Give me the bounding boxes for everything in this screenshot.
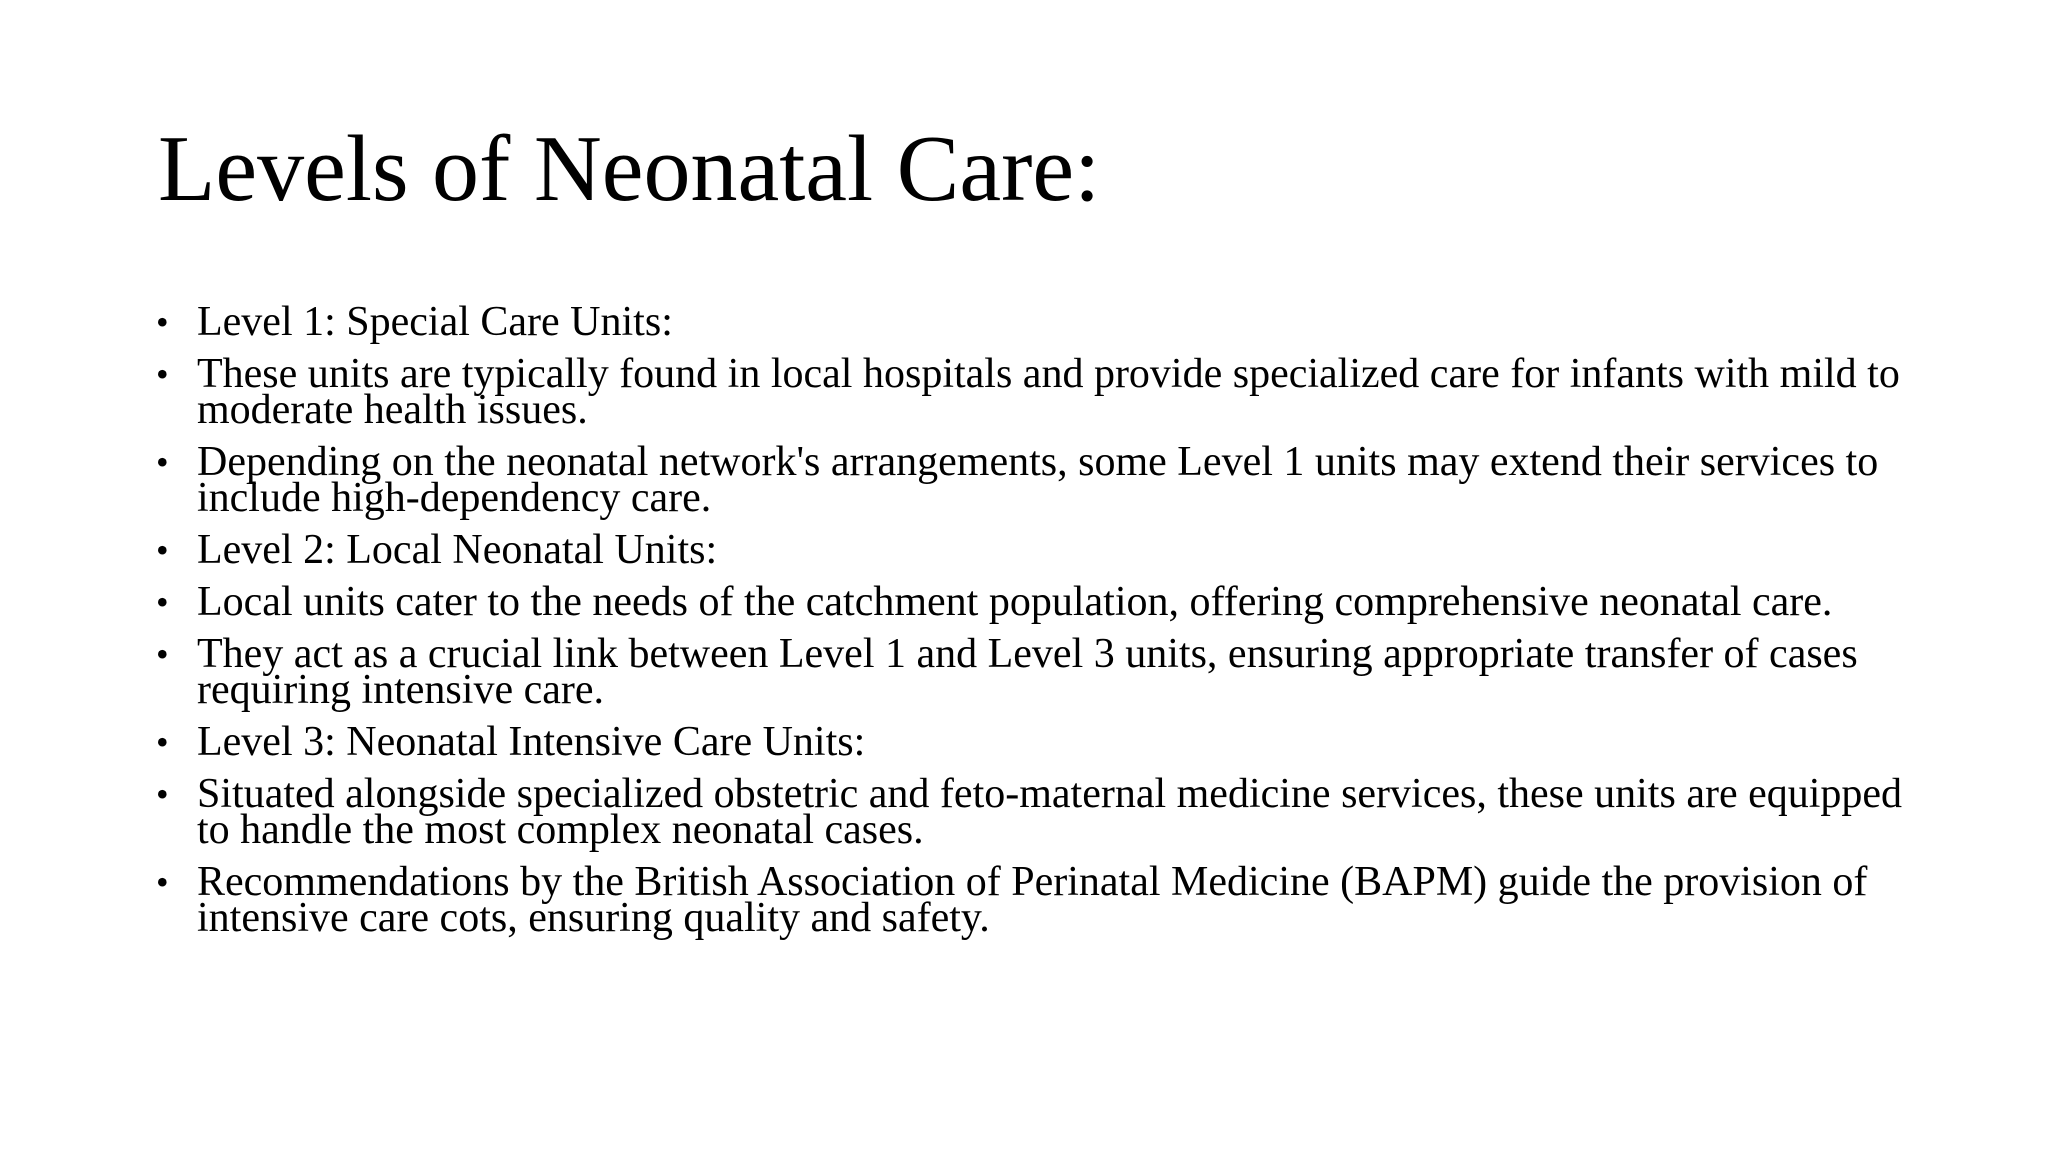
bullet-dot-icon: • xyxy=(156,774,169,814)
bullet-text: These units are typically found in local hospitals and provide specialized care for infants with mild to moderate health issues. xyxy=(197,351,1900,433)
bullet-item-level-1-extension xyxy=(156,439,1916,521)
slide-title: Levels of Neonatal Care: xyxy=(158,117,1101,221)
bullet-dot-icon: • xyxy=(156,530,169,570)
bullet-text: Local units cater to the needs of the catchment population, offering comprehensive neonatal care. xyxy=(197,579,1833,625)
bullet-dot-icon: • xyxy=(156,582,169,622)
bullet-text: Level 3: Neonatal Intensive Care Units: xyxy=(197,719,866,765)
bullet-item-level-2-heading xyxy=(156,527,1916,573)
bullet-text: Recommendations by the British Association of Perinatal Medicine (BAPM) guide the provision of intensive care cots, ensuring quality and safety. xyxy=(197,859,1868,941)
bullet-item-level-3-description xyxy=(156,771,1916,853)
bullet-dot-icon: • xyxy=(156,354,169,394)
bullet-item-level-2-description xyxy=(156,579,1916,625)
bullet-dot-icon: • xyxy=(156,634,169,674)
bullet-text: They act as a crucial link between Level 1 and Level 3 units, ensuring appropriate transfer of cases requiring intensive care. xyxy=(197,631,1858,713)
bullet-dot-icon: • xyxy=(156,302,169,342)
bullet-dot-icon: • xyxy=(156,862,169,902)
bullet-list xyxy=(156,299,1916,952)
bullet-item-level-3-heading xyxy=(156,719,1916,765)
bullet-text: Level 1: Special Care Units: xyxy=(197,299,673,345)
bullet-item-level-1-heading xyxy=(156,299,1916,345)
bullet-item-bapm-recommendations xyxy=(156,859,1916,941)
bullet-dot-icon: • xyxy=(156,722,169,762)
bullet-item-level-1-description xyxy=(156,351,1916,433)
bullet-text: Depending on the neonatal network's arrangements, some Level 1 units may extend their services to include high-dependency care. xyxy=(197,439,1879,521)
bullet-text: Level 2: Local Neonatal Units: xyxy=(197,527,718,573)
bullet-item-level-2-link xyxy=(156,631,1916,713)
bullet-text: Situated alongside specialized obstetric and feto-maternal medicine services, these units are equipped to handle the most complex neonatal cases. xyxy=(197,771,1903,853)
bullet-dot-icon: • xyxy=(156,442,169,482)
